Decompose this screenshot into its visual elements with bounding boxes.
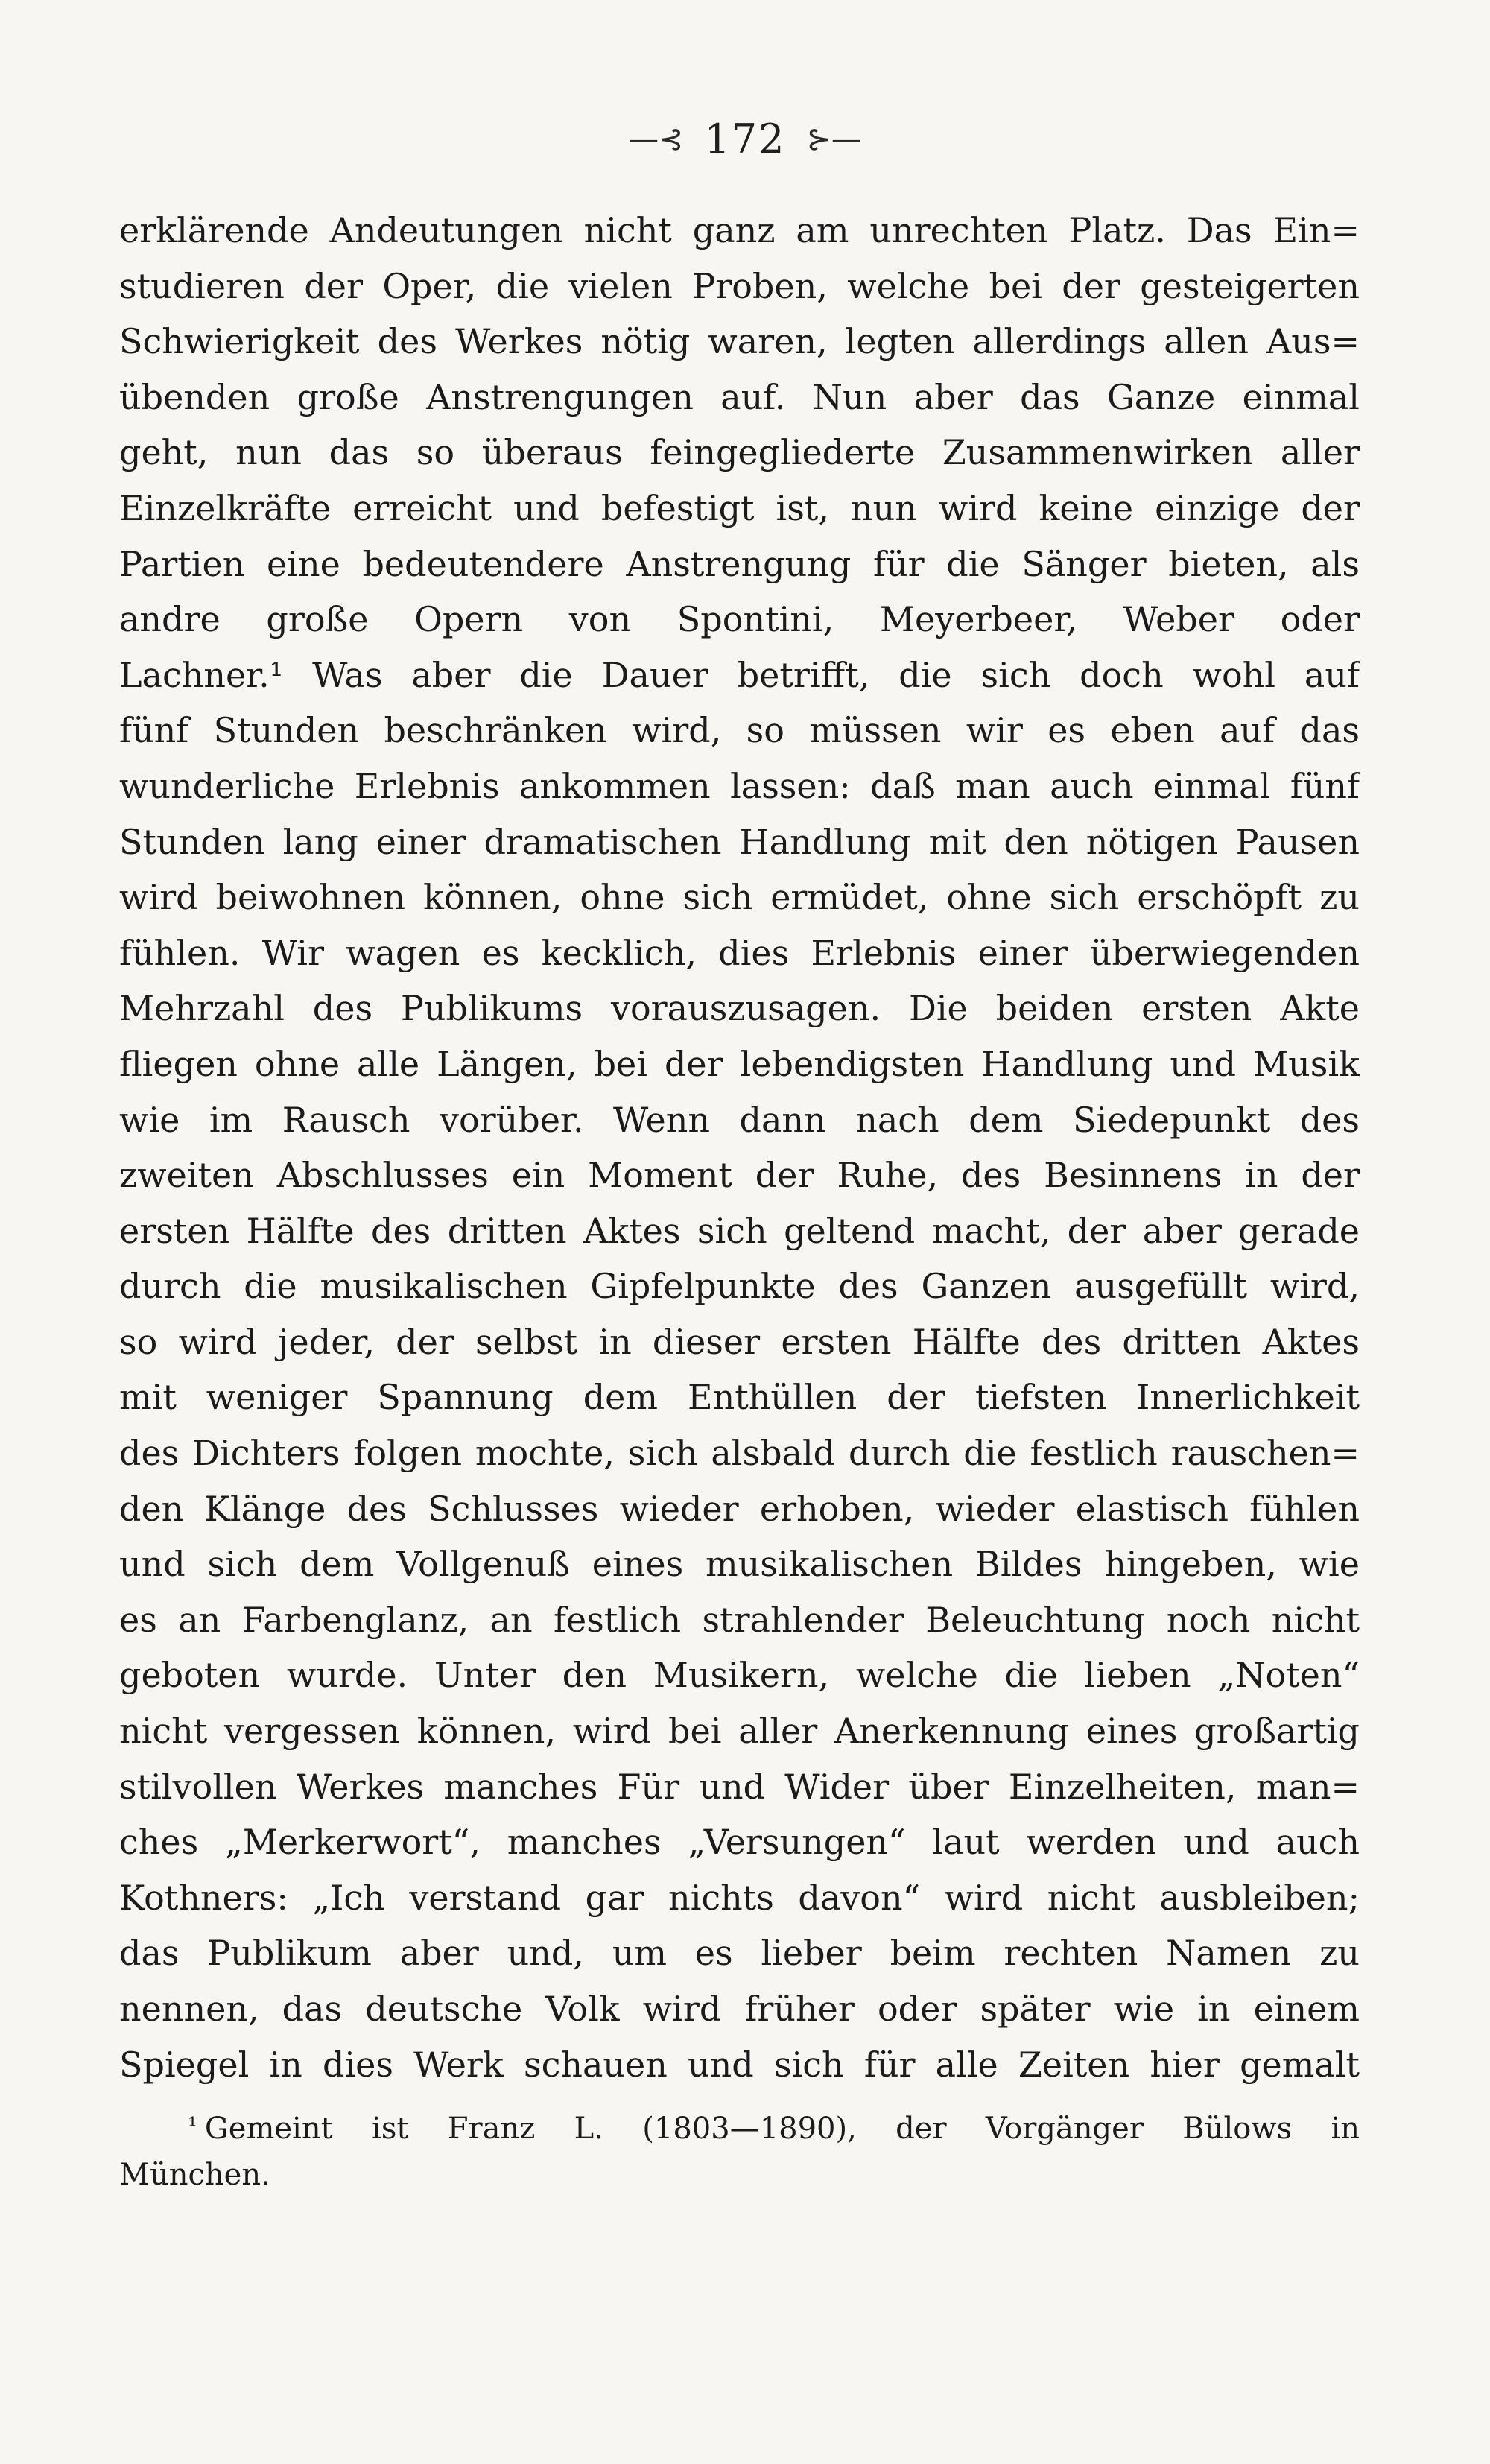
text-line: nicht vergessen können, wird bei aller Anerkennung eines großartig (119, 1711, 1360, 1752)
page-number: 172 (704, 115, 786, 162)
footnote-mark: ¹ (188, 2112, 197, 2140)
text-line: und sich dem Vollgenuß eines musikalischen Bildes hingeben, wie (119, 1544, 1360, 1585)
text-line: zweiten Abschlusses ein Moment der Ruhe, des Besinnens in der (119, 1155, 1360, 1196)
text-line: Mehrzahl des Publikums vorauszusagen. Die beiden ersten Akte (119, 988, 1360, 1029)
text-line: übenden große Anstrengungen auf. Nun aber das Ganze einmal (119, 376, 1360, 417)
text-line: studieren der Oper, die vielen Proben, welche bei der gesteigerten (119, 265, 1360, 306)
footnote-line: München. (119, 2158, 270, 2192)
text-line: geboten wurde. Unter den Musikern, welche die lieben „Noten“ (119, 1655, 1360, 1696)
text-line: andre große Opern von Spontini, Meyerbeer, Weber oder (119, 599, 1360, 640)
page-header (0, 110, 1490, 165)
text-line: fünf Stunden beschränken wird, so müssen wir es eben auf das (119, 710, 1360, 751)
footnote-line (119, 2101, 1360, 2150)
text-line: stilvollen Werkes manches Für und Wider über Einzelheiten, man= (119, 1766, 1360, 1807)
footnote (119, 2101, 1360, 2199)
text-line: Kothners: „Ich verstand gar nichts davon“ wird nicht ausbleiben; (119, 1877, 1360, 1918)
text-line: erklärende Andeutungen nicht ganz am unrechten Platz. Das Ein= (119, 210, 1360, 250)
text-line: nennen, das deutsche Volk wird früher oder später wie in einem (119, 1989, 1360, 2029)
text-line: Einzelkräfte erreicht und befestigt ist, nun wird keine einzige der (119, 487, 1360, 528)
text-line: Stunden lang einer dramatischen Handlung mit den nötigen Pausen (119, 821, 1360, 862)
body-text (119, 203, 1360, 2092)
text-line: ches „Merkerwort“, manches „Versungen“ laut werden und auch (119, 1822, 1360, 1863)
text-line: fliegen ohne alle Längen, bei der lebendigsten Handlung und Musik (119, 1043, 1360, 1084)
footnote-text: Gemeint ist Franz L. (1803—1890), der Vorgänger Bülows in (204, 2112, 1360, 2146)
text-line: wunderliche Erlebnis ankommen lassen: daß man auch einmal fünf (119, 765, 1360, 806)
text-line: Spiegel in dies Werk schauen und sich für alle Zeiten hier gemalt (119, 2044, 1360, 2085)
text-line: so wird jeder, der selbst in dieser ersten Hälfte des dritten Aktes (119, 1321, 1360, 1362)
text-line: Schwierigkeit des Werkes nötig waren, legten allerdings allen Aus= (119, 321, 1360, 362)
text-line: mit weniger Spannung dem Enthüllen der tiefsten Innerlichkeit (119, 1377, 1360, 1418)
text-line: des Dichters folgen mochte, sich alsbald durch die festlich rauschen= (119, 1433, 1360, 1474)
text-line: durch die musikalischen Gipfelpunkte des Ganzen ausgefüllt wird, (119, 1266, 1360, 1307)
text-line: Lachner.¹ Was aber die Dauer betrifft, die sich doch wohl auf (119, 654, 1360, 695)
text-line: fühlen. Wir wagen es kecklich, dies Erlebnis einer überwiegenden (119, 932, 1360, 973)
text-line: den Klänge des Schlusses wieder erhoben, wieder elastisch fühlen (119, 1488, 1360, 1529)
text-line: das Publikum aber und, um es lieber beim rechten Namen zu (119, 1933, 1360, 1974)
text-line: geht, nun das so überaus feingegliederte Zusammenwirken aller (119, 432, 1360, 473)
ornament-left: —⊰ (628, 122, 684, 156)
ornament-right: ⊱— (806, 122, 862, 156)
text-line: Partien eine bedeutendere Anstrengung für die Sänger bieten, als (119, 543, 1360, 584)
text-line: wie im Rausch vorüber. Wenn dann nach dem Siedepunkt des (119, 1099, 1360, 1140)
text-line: wird beiwohnen können, ohne sich ermüdet, ohne sich erschöpft zu (119, 877, 1360, 918)
text-line: es an Farbenglanz, an festlich strahlender Beleuchtung noch nicht (119, 1599, 1360, 1640)
text-line: ersten Hälfte des dritten Aktes sich geltend macht, der aber gerade (119, 1210, 1360, 1251)
